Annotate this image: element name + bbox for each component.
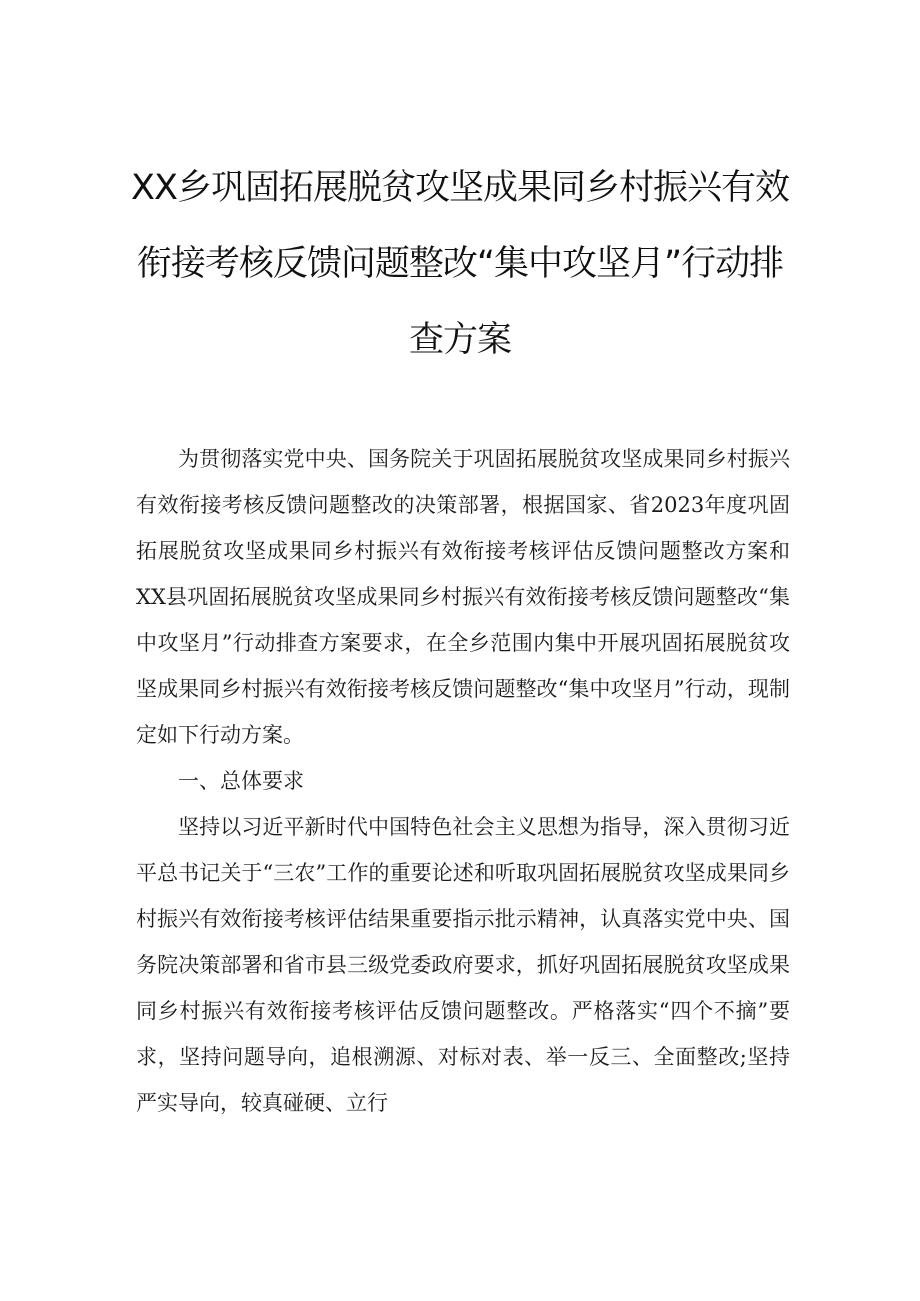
document-title: XX乡巩固拓展脱贫攻坚成果同乡村振兴有效衔接考核反馈问题整改“集中攻坚月”行动排查方案 [131, 168, 789, 360]
section-heading-general-requirements: 一、总体要求 [178, 769, 304, 793]
intro-paragraph: 为贯彻落实党中央、国务院关于巩固拓展脱贫攻坚成果同乡村振兴有效衔接考核反馈问题整改的决策部署，根据国家、省2023年度巩固拓展脱贫攻坚成果同乡村振兴有效衔接考核评估反馈问题整改方案和XX县巩固拓展脱贫攻坚成果同乡村振兴有效衔接考核反馈问题整改“集中攻坚月”行动排查方案要求，在全乡范围内集中开展巩固拓展脱贫攻坚成果同乡村振兴有效衔接考核反馈问题整改“集中攻坚月”行动，现制定如下行动方案。 [136, 447, 790, 747]
general-requirements-paragraph: 坚持以习近平新时代中国特色社会主义思想为指导，深入贯彻习近平总书记关于“三农”工作的重要论述和听取巩固拓展脱贫攻坚成果同乡村振兴有效衔接考核评估结果重要指示批示精神，认真落实党中央、国务院决策部署和省市县三级党委政府要求，抓好巩固拓展脱贫攻坚成果同乡村振兴有效衔接考核评估反馈问题整改。严格落实“四个不摘”要求，坚持问题导向，追根溯源、对标对表、举一反三、全面整改;坚持严实导向，较真碰硬、立行 [136, 815, 790, 1115]
document-body [136, 436, 790, 1126]
